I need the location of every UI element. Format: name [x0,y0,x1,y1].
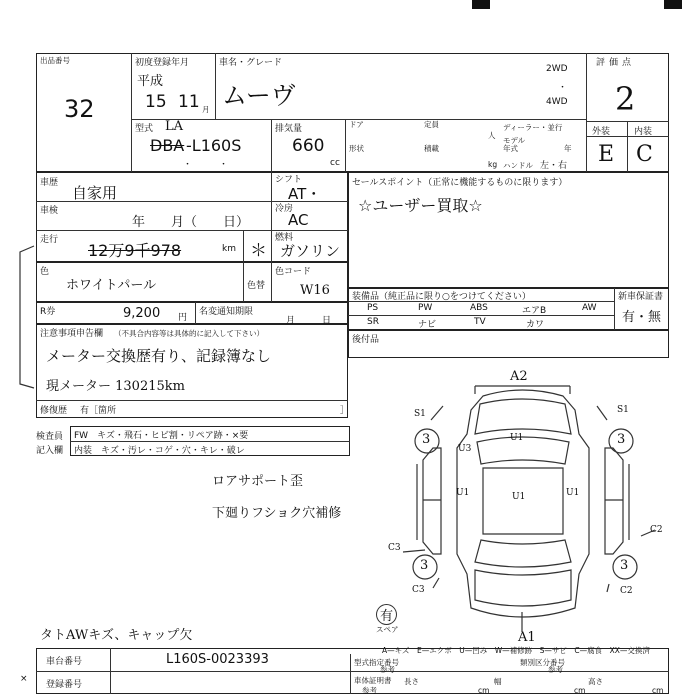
car-diagram [375,364,675,654]
model-year-label: モデル年式 [503,136,526,153]
mark-u3: U3 [458,444,472,454]
aircon-value: AC [288,211,309,229]
mark-a2: A2 [510,369,528,384]
model-label: 型式 [135,124,154,134]
color-change-label: 色替 [247,281,266,291]
history-value: 自家用 [72,184,118,202]
drive-2wd: 2WD [546,64,568,74]
mark-three-rl: 3 [420,558,429,573]
mark-c2-bottom: C2 [620,586,633,596]
notes-sublabel: （不具合内容等は具体的に記入して下さい） [114,329,264,338]
handwritten-note-bottom: タトAWキズ、キャップ欠 [40,628,193,643]
len-unit: cm [478,686,490,695]
equipment-label: 装備品（純正品に限り○をつけてください） [352,292,531,302]
color-code: W16 [300,283,330,298]
len-label: 長さ [404,677,419,686]
warranty-label: 新車保証書 [618,292,664,302]
notice-label: 名変通知期限 [199,307,254,317]
wid-unit: cm [574,686,586,695]
equip-abs: ABS [470,303,488,313]
equip-ps: PS [367,303,379,313]
displacement-label: 排気量 [275,124,303,134]
chassis-label: 車台番号 [46,657,83,667]
cert-ref-2: 参考 [548,665,563,674]
fuel-label: 燃料 [275,233,294,243]
mark-c2: C2 [650,525,663,535]
car-name: ムーヴ [222,81,296,110]
persons-label: 人 [488,131,496,140]
footer-x-mark: × [20,674,28,684]
repair-text: 有［箇所 [80,406,117,416]
shift-value: AT・ [288,185,322,203]
equip-navi: ナビ [418,320,437,330]
model-code: -L160S [186,136,242,155]
dealer-label: ディーラー・並行 [503,123,563,132]
aircon-label: 冷房 [275,204,294,214]
warranty-value: 有・無 [622,310,662,325]
mark-three-rr: 3 [620,558,629,573]
cert-ref-3: 参考 [362,686,377,695]
notes-label: 注意事項申告欄 [40,329,104,339]
year-label: 年 [564,144,572,153]
inspector-label-2: 記入欄 [36,446,64,456]
repair-label: 修復歴 [40,406,68,416]
mark-a1: A1 [518,630,536,645]
mark-c3-left: C3 [388,543,401,553]
lot-number: 32 [64,95,95,123]
mark-s1-left: S1 [414,409,426,419]
registration-month-suffix: 月 [202,105,210,114]
mark-three-fl: 3 [422,432,431,447]
inspector-row-1: FW キズ・飛石・ヒビ割・リペア跡・×要 [74,431,249,441]
color-value: ホワイトパール [66,278,157,293]
aftermarket-section [348,330,669,358]
model-dots: ・ ・ [183,160,229,170]
capacity-label: 定員 [424,120,439,129]
kg-label: kg [488,160,498,169]
mileage-label: 走行 [40,235,59,245]
mark-c3-bottom: C3 [412,585,425,595]
header-mark-right [664,0,682,9]
equip-leather: カワ [526,320,545,330]
margin-bracket [14,244,38,394]
sales-point-label: セールスポイント（正常に機能するものに限ります） [352,178,568,188]
recycle-label: R券 [40,307,56,317]
mileage-value: 12万9千978 [88,241,182,260]
registration-month: 11 [178,92,200,112]
displacement-value: 660 [292,136,325,156]
cert-ref-1: 参考 [380,665,395,674]
equip-tv: TV [474,317,486,327]
spare-mark: 有 [376,604,397,625]
score-ext-label: 外装 [592,127,611,137]
sales-point-section [348,172,669,288]
spare-label: スペア [376,625,399,634]
mileage-mark: ＊ [250,241,267,261]
chassis-number: L160S-0023393 [166,652,269,667]
repair-bracket: ］ [340,406,350,416]
score-ext: E [598,142,615,167]
handwritten-note-1: ロアサポート歪 [212,474,304,489]
wid-label: 幅 [494,677,502,686]
history-label: 車歴 [40,178,59,188]
model-hand-prefix: LA [165,119,184,134]
mark-three-fr: 3 [617,432,626,447]
recycle-unit: 円 [178,313,188,323]
class-label: 類別区分番号 [520,658,565,667]
handle-value: 左・右 [540,161,568,171]
notes-line1: メーター交換歴有り、記録簿なし [46,347,272,365]
mileage-unit: km [222,244,236,254]
inspector-label-1: 検査員 [36,432,64,442]
hgt-label: 高さ [588,677,603,686]
drive-4wd: 4WD [546,97,568,107]
door-label: ドア [349,120,364,129]
sales-point-text: ☆ユーザー買取☆ [358,196,483,215]
registration-year: 15 [145,92,167,112]
color-label: 色 [40,267,50,277]
load-label: 積載 [424,144,439,153]
mark-u1-roof: U1 [512,492,526,502]
reg-label: 登録番号 [46,680,83,690]
color-code-label: 色コード [275,267,312,277]
notes-line2: 現メーター 130215km [46,379,185,394]
car-name-label: 車名・グレード [219,58,283,68]
equip-airbag: エアB [522,306,547,316]
handwritten-note-2: 下廻りフショク穴補修 [212,506,342,521]
drive-dot: ・ [558,83,568,93]
model-prefix: DBA [150,136,185,155]
equip-aw: AW [582,303,597,313]
header-mark-left [472,0,490,9]
equip-sr: SR [367,317,379,327]
hgt-unit: cm [652,686,664,695]
aftermarket-label: 後付品 [352,335,380,345]
inspection-text: 年 月（ 日） [132,215,250,230]
mark-u1-hood: U1 [510,433,524,443]
registration-label: 初度登録年月 [135,58,190,68]
equip-pw: PW [418,303,433,313]
shape-label: 形状 [349,144,364,153]
recycle-value: 9,200 [123,306,161,321]
inspector-row-2: 内装 キズ・汚レ・コゲ・穴・キレ・破レ [74,446,245,456]
shift-label: シフト [275,175,303,185]
type-cert-label: 型式指定番号 [354,658,399,667]
mark-u1-right: U1 [566,488,580,498]
score-int-label: 内装 [634,127,653,137]
notice-text: 月 日 [286,316,332,326]
handle-label: ハンドル [503,161,533,170]
mark-s1-right: S1 [617,405,629,415]
displacement-unit: cc [330,158,340,168]
registration-era: 平成 [137,74,164,89]
mark-u1-left: U1 [456,488,470,498]
lot-label: 出品番号 [40,56,70,65]
inspection-label: 車検 [40,206,59,216]
damage-legend: A—キズ E—エクボ U—凹み W—補修跡 S—サビ C—腐食 XX—交換済 [382,646,650,655]
fuel-value: ガソリン [280,242,341,260]
dims-label: 車体証明書 [354,676,392,685]
score-value: 2 [615,80,636,118]
score-label: 評価点 [596,58,636,68]
score-int: C [636,142,653,167]
